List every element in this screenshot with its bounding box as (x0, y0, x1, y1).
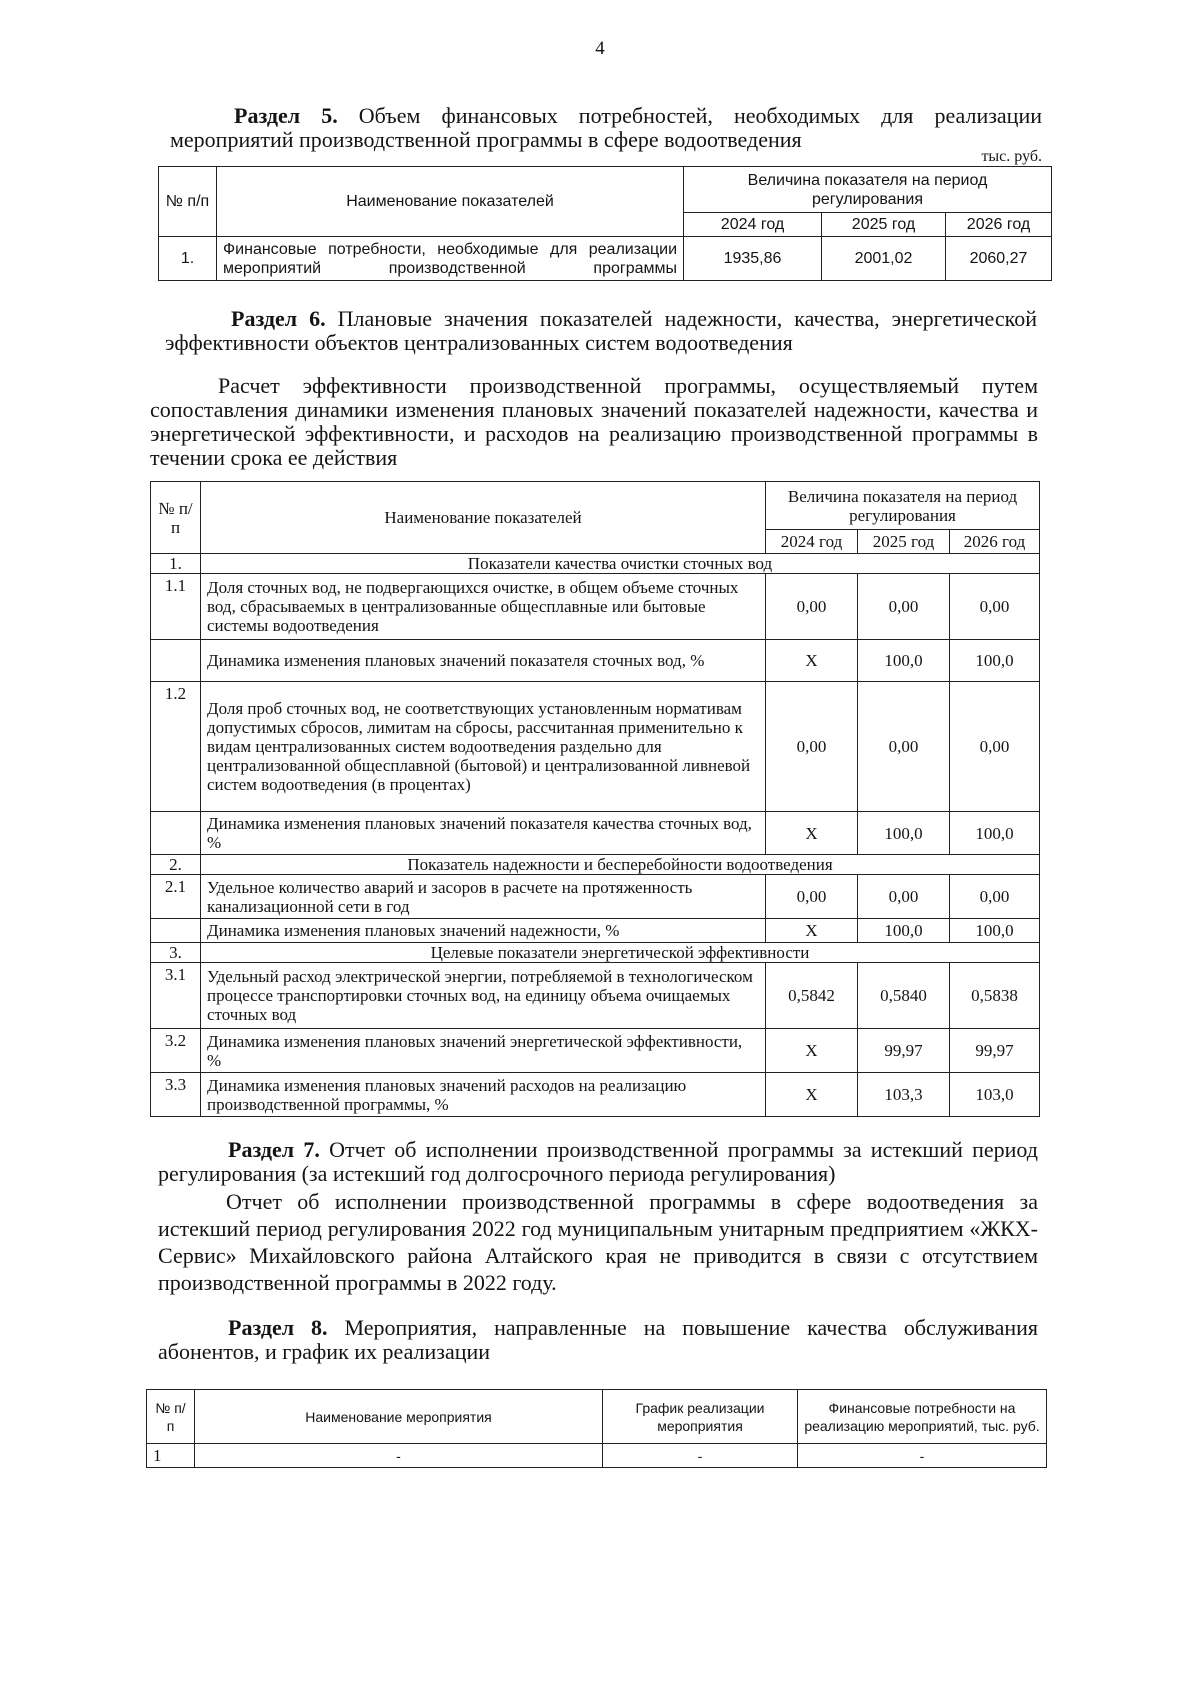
section6-year: 2026 год (950, 530, 1040, 554)
section5-col-value: Величина показателя на период регулирования (684, 167, 1052, 213)
group-row (151, 943, 1040, 963)
section7-heading (158, 1138, 1038, 1186)
section5-col-name: Наименование показателей (217, 167, 684, 237)
row-value-2026: 0,00 (950, 574, 1040, 640)
section6-title-text: Плановые значения показателей надежности, качества, энергетической эффективности объектов централизованных систем водоотведения (165, 306, 1037, 355)
section7-paragraph: Отчет об исполнении производственной программы в сфере водоотведения за истекший период регулирования 2022 год муниципальным унитарным предприятием «ЖКХ-Сервис» Михайловского района Алтайского края не приводится в связи с отсутствием производственной программы в 2022 году. (158, 1189, 1038, 1295)
section5-col-no: № п/п (159, 167, 217, 237)
row-value-2025: 100,0 (858, 812, 950, 855)
section6-paragraph: Расчет эффективности производственной программы, осуществляемый путем сопоставления динамики изменения плановых значений показателей надежности, качества и энергетической эффективности, и расходов на реализацию производственной программы в течении срока ее действия (150, 373, 1038, 470)
group-number: 2. (151, 855, 201, 875)
section8-heading (158, 1316, 1038, 1364)
row-number: 1. (159, 237, 217, 281)
section7-title-text: Отчет об исполнении производственной программы за истекший период регулирования (за истекший год долгосрочного периода регулирования) (158, 1137, 1038, 1186)
section5-year: 2024 год (684, 213, 822, 237)
group-title: Показатели качества очистки сточных вод (201, 554, 1040, 574)
group-row (151, 855, 1040, 875)
section8-title-text: Мероприятия, направленные на повышение качества обслуживания абонентов, и график их реализации (158, 1315, 1038, 1364)
row-value-2025: 0,00 (858, 574, 950, 640)
group-row (151, 554, 1040, 574)
table-row (151, 812, 1040, 855)
table-row (151, 875, 1040, 919)
section5-units: тыс. руб. (981, 148, 1042, 165)
row-name: Доля проб сточных вод, не соответствующих установленным нормативам допустимых сбросов, лимитам на сбросы, рассчитанная применительно к видам централизованных систем водоотведения раздельно для централизованной общесплавной (бытовой) и централизованной ливневой систем водоотведения (в процентах) (201, 682, 766, 812)
section8-title-bold: Раздел 8. (228, 1315, 328, 1340)
table-row (151, 1029, 1040, 1073)
row-name: Динамика изменения плановых значений показателя качества сточных вод, % (201, 812, 766, 855)
row-finance: - (798, 1444, 1047, 1468)
row-number (151, 640, 201, 682)
section5-year: 2025 год (822, 213, 946, 237)
row-name: Динамика изменения плановых значений надежности, % (201, 919, 766, 943)
row-value-2025: 2001,02 (822, 237, 946, 281)
row-value-2026: 99,97 (950, 1029, 1040, 1073)
row-name: Финансовые потребности, необходимые для реализации мероприятий производственной программы (217, 237, 684, 281)
section6-year: 2025 год (858, 530, 950, 554)
group-title: Показатель надежности и бесперебойности водоотведения (201, 855, 1040, 875)
section5-heading (170, 104, 1042, 152)
row-value-2026: 0,5838 (950, 963, 1040, 1029)
row-number (151, 812, 201, 855)
row-value-2026: 0,00 (950, 875, 1040, 919)
row-value-2024: 0,00 (766, 574, 858, 640)
row-value-2024: Х (766, 640, 858, 682)
table-row (151, 963, 1040, 1029)
row-value-2024: Х (766, 919, 858, 943)
row-value-2024: Х (766, 1029, 858, 1073)
row-value-2025: 0,00 (858, 682, 950, 812)
row-value-2024: 0,00 (766, 875, 858, 919)
row-number: 1.1 (151, 574, 201, 640)
row-name: - (195, 1444, 603, 1468)
row-value-2025: 0,00 (858, 875, 950, 919)
row-value-2024: 0,00 (766, 682, 858, 812)
row-value-2026: 100,0 (950, 919, 1040, 943)
row-name: Удельное количество аварий и засоров в расчете на протяженность канализационной сети в год (201, 875, 766, 919)
row-value-2024: 0,5842 (766, 963, 858, 1029)
section5-year: 2026 год (946, 213, 1052, 237)
row-schedule: - (603, 1444, 798, 1468)
row-number: 1 (147, 1444, 195, 1468)
table-row (151, 574, 1040, 640)
row-value-2026: 100,0 (950, 812, 1040, 855)
section6-heading (165, 307, 1037, 355)
table-row (151, 682, 1040, 812)
section6-title-bold: Раздел 6. (231, 306, 326, 331)
row-value-2026: 103,0 (950, 1073, 1040, 1117)
group-title: Целевые показатели энергетической эффективности (201, 943, 1040, 963)
section5-title-bold: Раздел 5. (234, 103, 338, 128)
row-name: Удельный расход электрической энергии, потребляемой в технологическом процессе транспортировки сточных вод, на единицу объема очищаемых сточных вод (201, 963, 766, 1029)
section8-col-name: Наименование мероприятия (195, 1390, 603, 1444)
table-row (151, 919, 1040, 943)
row-value-2025: 103,3 (858, 1073, 950, 1117)
section6-table (150, 481, 1040, 1117)
row-name: Динамика изменения плановых значений показателя сточных вод, % (201, 640, 766, 682)
section6-col-name: Наименование показателей (201, 482, 766, 554)
section8-col-no: № п/п (147, 1390, 195, 1444)
row-number (151, 919, 201, 943)
row-value-2024: Х (766, 812, 858, 855)
group-number: 3. (151, 943, 201, 963)
row-value-2024: 1935,86 (684, 237, 822, 281)
row-value-2025: 100,0 (858, 640, 950, 682)
row-value-2026: 100,0 (950, 640, 1040, 682)
page-number: 4 (595, 38, 605, 59)
row-name: Динамика изменения плановых значений энергетической эффективности, % (201, 1029, 766, 1073)
row-value-2024: Х (766, 1073, 858, 1117)
section5-title-text: Объем финансовых потребностей, необходимых для реализации мероприятий производственной программы в сфере водоотведения (170, 103, 1042, 152)
row-number: 1.2 (151, 682, 201, 812)
table-row (151, 1073, 1040, 1117)
row-name: Динамика изменения плановых значений расходов на реализацию производственной программы, % (201, 1073, 766, 1117)
section8-col-finance: Финансовые потребности на реализацию мероприятий, тыс. руб. (798, 1390, 1047, 1444)
table-row (159, 237, 1052, 281)
section5-table (158, 166, 1052, 281)
section6-col-no: № п/п (151, 482, 201, 554)
row-name: Доля сточных вод, не подвергающихся очистке, в общем объеме сточных вод, сбрасываемых в централизованные общесплавные или бытовые системы водоотведения (201, 574, 766, 640)
row-value-2025: 99,97 (858, 1029, 950, 1073)
group-number: 1. (151, 554, 201, 574)
section6-year: 2024 год (766, 530, 858, 554)
row-value-2025: 100,0 (858, 919, 950, 943)
table-row (151, 640, 1040, 682)
row-value-2026: 0,00 (950, 682, 1040, 812)
row-value-2026: 2060,27 (946, 237, 1052, 281)
section8-col-schedule: График реализации мероприятия (603, 1390, 798, 1444)
table-row (147, 1444, 1047, 1468)
row-number: 3.3 (151, 1073, 201, 1117)
row-number: 2.1 (151, 875, 201, 919)
row-value-2025: 0,5840 (858, 963, 950, 1029)
section6-col-value: Величина показателя на период регулирования (766, 482, 1040, 530)
row-number: 3.1 (151, 963, 201, 1029)
row-number: 3.2 (151, 1029, 201, 1073)
section8-table (146, 1389, 1047, 1468)
section7-title-bold: Раздел 7. (228, 1137, 320, 1162)
